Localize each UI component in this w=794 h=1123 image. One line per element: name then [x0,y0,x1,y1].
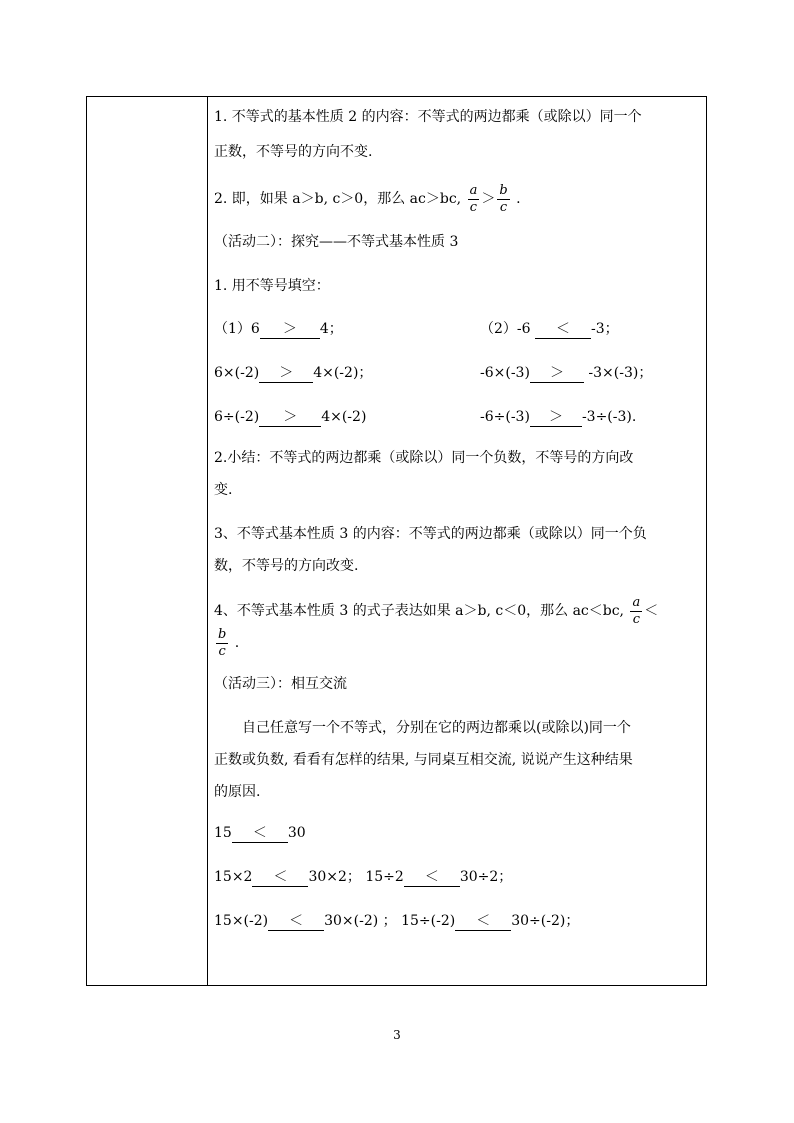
expression-end: . [230,635,240,651]
fraction-b-over-c: $\frac{b}{c}$ [499,182,508,215]
fill-blank: ＜ [535,320,591,339]
fill-left-text: （1）6 [214,321,260,337]
property3-expression [214,593,704,629]
exchange-line2: 正数或负数, 看看有怎样的结果, 与同桌互相交流, 说说产生这种结果 [214,752,633,768]
property3-line1: 3、不等式基本性质 3 的内容：不等式的两边都乘（或除以）同一个负 [214,526,647,542]
example-blank: ＜ [252,868,308,887]
greater-sign: ＞ [481,191,496,207]
fraction-a-over-c: $\frac{a}{c}$ [632,594,641,627]
example-blank: ＜ [268,912,324,931]
lesson-table [86,96,707,986]
fill-blank: ＞ [259,364,313,383]
summary-line1: 2.小结：不等式的两边都乘（或除以）同一个负数，不等号的方向改 [214,450,634,466]
exchange-line1: 自己任意写一个不等式，分别在它的两边都乘以(或除以)同一个 [242,720,631,736]
expression-end: . [511,191,521,207]
fill-left-text: 6×(-2) [214,365,260,381]
fill-blank: ＞ [530,408,582,427]
example-blank: ＜ [232,824,288,843]
fill-left-end: 4×(-2)； [313,365,373,381]
fraction-b-over-c: $\frac{b}{c}$ [218,626,227,659]
column-divider [207,97,208,985]
example-blank: ＜ [404,868,460,887]
fill-right: （2）-6 ＜ -3； [480,321,619,337]
fill-left-text: 6÷(-2) [214,409,260,425]
example-blank: ＜ [455,912,511,931]
less-sign: ＜ [644,603,659,619]
fill-row-1 [214,307,704,351]
property2-expression [214,181,704,217]
property3-expression-cont [214,625,704,661]
exchange-line3: 的原因. [214,784,261,800]
fill-right: -6×(-3) ＞ -3×(-3)； [480,365,653,381]
property2-line1: 1. 不等式的基本性质 2 的内容：不等式的两边都乘（或除以）同一个 [214,109,642,125]
fill-blank: ＞ [259,408,321,427]
example-row-2: 15×2 ＜ 30×2； 15÷2 ＜ 30÷2； [214,869,513,885]
fraction-a-over-c: $\frac{a}{c}$ [469,182,478,215]
fill-blank: ＞ [260,320,320,339]
activity2-heading: （活动二）：探究——不等式基本性质 3 [214,234,459,250]
fill-row-3 [214,395,704,439]
fill-right: -6÷(-3) ＞ -3÷(-3). [480,409,637,425]
expression-text: 2. 即，如果 a＞b, c＞0，那么 ac＞bc, [214,191,462,207]
property2-line2: 正数，不等号的方向不变. [214,144,373,160]
example-row-1: 15 ＜ 30 [214,825,306,841]
expression-text: 4、不等式基本性质 3 的式子表达如果 a＞b, c＜0，那么 ac＜bc, [214,603,625,619]
fill-blank: ＞ [530,364,584,383]
fill-row-2 [214,351,704,395]
activity3-heading: （活动三）：相互交流 [214,676,347,692]
example-row-3: 15×(-2) ＜ 30×(-2) ； 15÷(-2) ＜ 30÷(-2)； [214,913,580,929]
property3-line2: 数，不等号的方向改变. [214,558,359,574]
lesson-content [214,97,704,943]
fill-left-end: 4； [319,321,343,337]
fill-left-end: 4×(-2) [321,409,367,425]
summary-line2: 变. [214,482,233,498]
fill-heading: 1. 用不等号填空： [214,278,330,294]
page-number: 3 [393,1028,401,1042]
